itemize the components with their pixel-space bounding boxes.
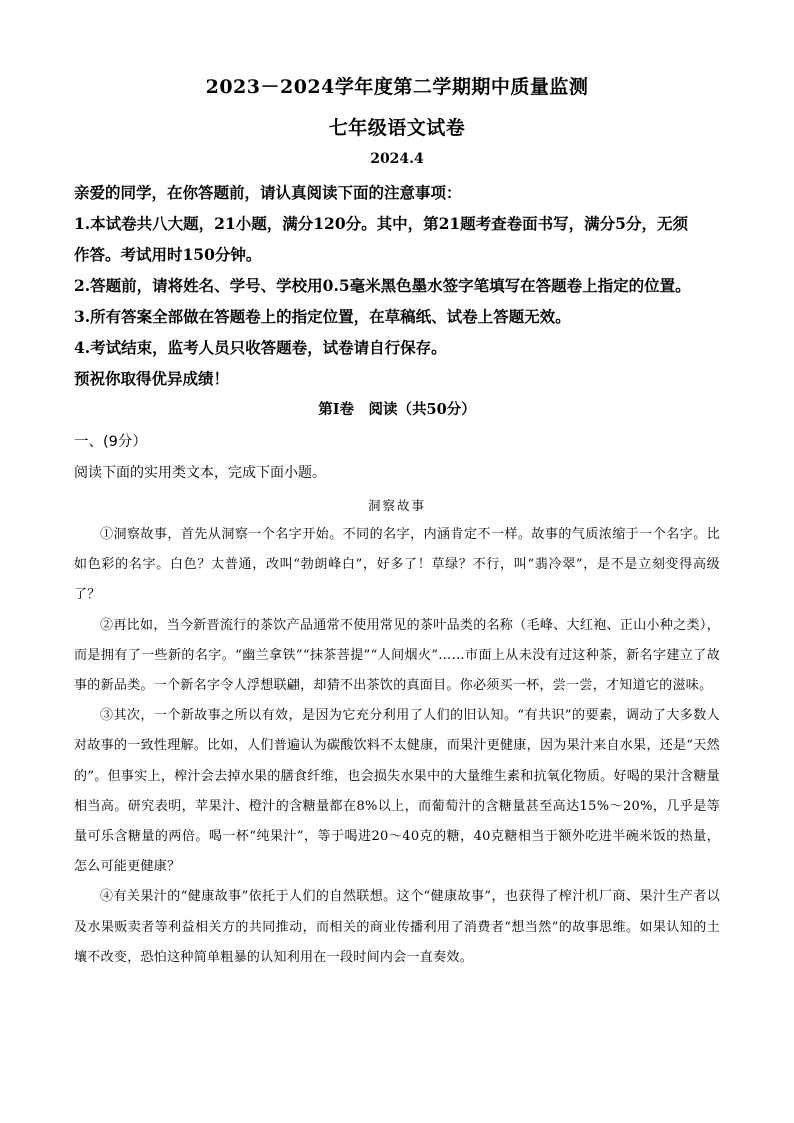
- notice-item: 3.所有答案全部做在答题卷上的指定位置，在草稿纸、试卷上答题无效。: [74, 307, 571, 326]
- notice-item: 2.答题前，请将姓名、学号、学校用0.5毫米黑色墨水签字笔填写在答题卷上指定的位置。: [74, 276, 691, 295]
- article-body: [74, 520, 720, 973]
- notice-item: 1.本试卷共八大题，21小题，满分120分。其中，第21题考查卷面书写，满分5分，无须: [74, 214, 688, 233]
- notice-item: 预祝你取得优异成绩！: [74, 369, 230, 388]
- notice-item: 作答。考试用时150分钟。: [74, 245, 262, 264]
- exam-title: 2023－2024学年度第二学期期中质量监测: [205, 76, 589, 98]
- question-heading: 一、(9分）: [74, 434, 147, 450]
- article-paragraph: ①洞察故事，首先从洞察一个名字开始。不同的名字，内涵肯定不一样。故事的气质浓缩于一个名字。比如色彩的名字。白色？太普通，改叫“勃朗峰白”，好多了！草绿？不行，叫“翡冷翠”，是不是立刻变得高级了？: [74, 527, 720, 603]
- article-paragraph: ②再比如，当今新晋流行的茶饮产品通常不使用常见的茶叶品类的名称（毛峰、大红袍、正山小种之类），而是拥有了一些新的名字。“幽兰拿铁”“抹茶菩提”“人间烟火”……市面上从未没有过这种茶，新名字建立了故事的新品类。一个新名字令人浮想联翩，却猜不出茶饮的真面目。你必须买一杯，尝一尝，才知道它的滋味。: [74, 617, 720, 694]
- article-paragraph: ④有关果汁的“健康故事”依托于人们的自然联想。这个“健康故事”，也获得了榨汁机厂商、果汁生产者以及水果贩卖者等利益相关方的共同推动，而相关的商业传播利用了消费者“想当然”的故事思维。如果认知的土壤不改变，恐怕这种简单粗暴的认知利用在一段时间内会一直奏效。: [74, 889, 720, 965]
- question-instruction: 阅读下面的实用类文本，完成下面小题。: [74, 465, 326, 481]
- notice-intro: 亲爱的同学，在你答题前，请认真阅读下面的注意事项：: [74, 183, 462, 202]
- article-title: 洞察故事: [367, 498, 426, 513]
- notice-item: 4.考试结束，监考人员只收答题卷，试卷请自行保存。: [74, 338, 447, 357]
- exam-date: 2024.4: [370, 151, 424, 167]
- article-paragraph: ③其次，一个新故事之所以有效，是因为它充分利用了人们的旧认知。“有共识”的要素，调动了大多数人对故事的一致性理解。比如，人们普遍认为碳酸饮料不太健康，而果汁更健康，因为果汁来自水果，还是“天然的”。但事实上，榨汁会去掉水果的膳食纤维，也会损失水果中的大量维生素和抗氧化物质。好喝的果汁含糖量相当高。研究表明，苹果汁、橙汁的含糖量都在8%以上，而葡萄汁的含糖量甚至高达15%～20%，几乎是等量可乐含糖量的两倍。喝一杯“纯果汁”，等于喝进20～40克的糖，40克糖相当于额外吃进半碗米饭的热量，怎么可能更健康？: [74, 708, 720, 875]
- notice-list: [74, 208, 724, 394]
- section-title: 第Ⅰ卷 阅读（共50分）: [318, 401, 476, 418]
- exam-subtitle: 七年级语文试卷: [328, 117, 466, 139]
